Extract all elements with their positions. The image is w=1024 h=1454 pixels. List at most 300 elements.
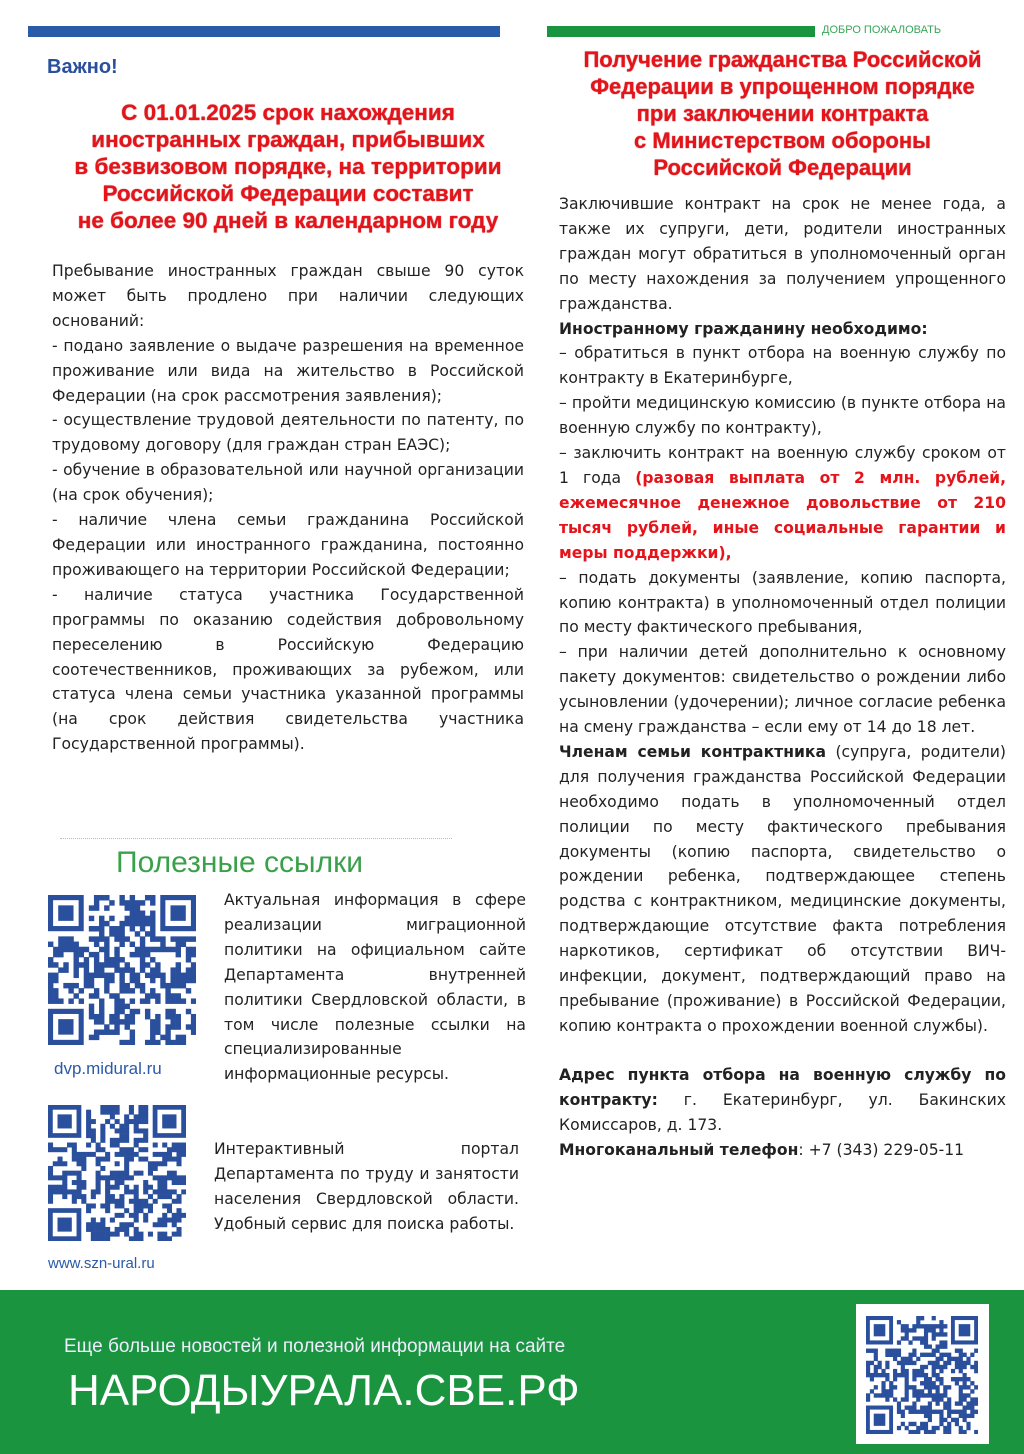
qr-module [186,973,191,978]
qr-module [81,1180,86,1185]
qr-module [109,916,114,921]
qr-module [134,1124,139,1129]
qr-module [145,1040,150,1045]
qr-module [143,1157,148,1162]
qr-module [928,1401,932,1405]
qr-code-szn[interactable] [48,1105,186,1241]
qr-module [176,1014,181,1019]
heading-line: в безвизовом порядке, на территории [74,154,502,179]
qr-module [963,1373,967,1377]
qr-module [96,1180,101,1185]
qr-module [920,1373,924,1377]
qr-module [119,978,124,983]
qr-module [99,916,104,921]
qr-module [170,947,175,952]
qr-module [916,1324,920,1328]
qr-module [63,936,68,941]
qr-module [115,1203,120,1208]
qr-module [125,1024,130,1029]
qr-module [167,1157,172,1162]
qr-module [145,947,150,952]
qr-module [86,1119,91,1124]
qr-module [176,1019,181,1024]
qr-module [115,1199,120,1204]
qr-module [100,1218,105,1223]
qr-module [115,1110,120,1115]
qr-module [924,1336,928,1340]
qr-module [181,983,186,988]
qr-module [138,1105,143,1110]
link-dvp[interactable]: dvp.midural.ru [54,1059,162,1078]
qr-module [955,1381,959,1385]
qr-module [176,1040,181,1045]
qr-module [68,936,73,941]
qr-module [77,1175,82,1180]
qr-module [135,911,140,916]
qr-module [893,1369,897,1373]
qr-module [105,1175,110,1180]
qr-module [119,1194,124,1199]
qr-module [155,1014,160,1019]
qr-module [920,1336,924,1340]
qr-module [138,1171,143,1176]
qr-module [893,1357,897,1361]
qr-module [135,947,140,952]
qr-module [119,1175,124,1180]
qr-module [943,1393,947,1397]
qr-module [110,1138,115,1143]
qr-module [124,1147,129,1152]
qr-module [916,1397,920,1401]
qr-module [893,1377,897,1381]
qr-module [966,1422,970,1426]
qr-module [172,1213,177,1218]
visa-free-heading [52,99,524,234]
qr-module [100,1157,105,1162]
qr-module [86,1124,91,1129]
qr-module [145,962,150,967]
qr-module [77,1189,82,1194]
qr-module [110,1124,115,1129]
qr-module [866,1393,870,1397]
qr-module [878,1393,882,1397]
qr-module [162,1232,167,1237]
link-szn[interactable]: www.szn-ural.ru [48,1255,155,1272]
qr-module [939,1414,943,1418]
qr-module [143,1218,148,1223]
qr-module [908,1410,912,1414]
qr-module [157,1175,162,1180]
qr-module [153,1222,158,1227]
qr-module [115,1227,120,1232]
qr-module [105,1199,110,1204]
qr-code-dvp[interactable] [48,895,196,1045]
qr-module [885,1397,889,1401]
qr-module [943,1401,947,1405]
qr-module [100,1222,105,1227]
qr-module [148,1194,153,1199]
qr-module [134,1236,139,1241]
heading-line: не более 90 дней в календарном году [77,208,499,233]
qr-module [878,1373,882,1377]
qr-module [908,1430,912,1434]
qr-module [148,1166,153,1171]
qr-module [150,947,155,952]
qr-module [134,1119,139,1124]
qr-module [115,1161,120,1166]
qr-module [905,1389,909,1393]
qr-module [162,1236,167,1241]
qr-module [72,1147,77,1152]
qr-module [145,973,150,978]
qr-module [89,1009,94,1014]
qr-module [897,1373,901,1377]
qr-module [176,942,181,947]
qr-module [170,1009,175,1014]
qr-module [119,1213,124,1218]
qr-module [172,1157,177,1162]
qr-module [889,1393,893,1397]
qr-module [172,1199,177,1204]
qr-module [943,1389,947,1393]
qr-module [157,1152,162,1157]
phone-paragraph [559,1138,1006,1163]
qr-module [63,962,68,967]
qr-module [959,1377,963,1381]
qr-module [924,1426,928,1430]
qr-module [130,1029,135,1034]
qr-module [959,1389,963,1393]
qr-module [86,1222,91,1227]
qr-module [947,1361,951,1365]
qr-module [109,973,114,978]
qr-module [905,1381,909,1385]
qr-module [125,962,130,967]
qr-module [920,1410,924,1414]
qr-module [119,983,124,988]
address-label: Адрес пункта отбора на военную службу по контракту: [559,1065,1006,1109]
qr-module [91,1138,96,1143]
qr-module [62,1180,67,1185]
qr-module [912,1377,916,1381]
qr-module [72,1157,77,1162]
qr-module [150,916,155,921]
paragraph: - наличие статуса участника Государственной программы по оказанию содействия добровольному переселению в Российскую Федерацию соотечественников, проживающих за рубежом, или статуса члена семьи участника указанной программы (на срок действия свидетельства участника Государственной программы). [52,585,524,754]
qr-module [939,1418,943,1422]
qr-module [936,1357,940,1361]
qr-module [897,1349,901,1353]
qr-module [105,1232,110,1237]
qr-module [105,1157,110,1162]
qr-module [86,1114,91,1119]
qr-module [162,1203,167,1208]
qr-module [119,1004,124,1009]
qr-module [963,1385,967,1389]
qr-module [905,1426,909,1430]
qr-module [160,942,165,947]
qr-module [176,1175,181,1180]
qr-module [86,1152,91,1157]
qr-module [96,1171,101,1176]
qr-module [140,962,145,967]
qr-module [119,926,124,931]
qr-module [924,1353,928,1357]
qr-module [89,1035,94,1040]
qr-module [947,1385,951,1389]
qr-module [959,1365,963,1369]
qr-module [947,1406,951,1410]
qr-module [134,1203,139,1208]
qr-module [874,1353,878,1357]
qr-module [881,1389,885,1393]
qr-module [186,947,191,952]
qr-module [947,1397,951,1401]
qr-module [150,936,155,941]
qr-module [94,957,99,962]
qr-module [157,1232,162,1237]
qr-module [84,983,89,988]
qr-module [963,1377,967,1381]
qr-module [53,998,58,1003]
qr-module [901,1357,905,1361]
qr-module [124,1166,129,1171]
qr-module [48,973,53,978]
qr-module [901,1414,905,1418]
qr-module [68,942,73,947]
qr-module [125,905,130,910]
qr-module [912,1336,916,1340]
qr-module [124,1175,129,1180]
qr-module [167,1236,172,1241]
qr-module [100,1105,105,1110]
qr-module [966,1361,970,1365]
qr-module [162,1218,167,1223]
qr-module [119,998,124,1003]
qr-module [96,1175,101,1180]
qr-module [77,1180,82,1185]
qr-module [129,1157,134,1162]
qr-module [172,1171,177,1176]
qr-module [889,1349,893,1353]
qr-module [135,931,140,936]
qr-module [105,1189,110,1194]
qr-module [81,1194,86,1199]
qr-module [96,1185,101,1190]
qr-module [119,1227,124,1232]
qr-module [939,1369,943,1373]
qr-module [109,962,114,967]
qr-module [140,942,145,947]
qr-module [172,1147,177,1152]
qr-module [138,1203,143,1208]
qr-module [162,1152,167,1157]
qr-module [94,1029,99,1034]
qr-module [150,911,155,916]
qr-module [62,1189,67,1194]
qr-module [162,1175,167,1180]
qr-module [963,1365,967,1369]
qr-module [134,1143,139,1148]
qr-module [86,1227,91,1232]
qr-module [963,1430,967,1434]
qr-module [100,1128,105,1133]
qr-module [905,1332,909,1336]
qr-module [936,1377,940,1381]
heading-line: Российской Федерации составит [102,181,474,206]
qr-module [939,1393,943,1397]
qr-module [74,967,79,972]
qr-module [943,1365,947,1369]
qr-module [928,1393,932,1397]
qr-module [134,1128,139,1133]
qr-module [966,1401,970,1405]
qr-module [86,1128,91,1133]
qr-module [72,1143,77,1148]
qr-module [912,1389,916,1393]
qr-module [135,921,140,926]
qr-module [138,1128,143,1133]
qr-module [928,1385,932,1389]
qr-module [94,900,99,905]
qr-module [58,952,63,957]
qr-module [115,1119,120,1124]
qr-finder [58,1218,72,1232]
qr-module [932,1426,936,1430]
qr-module [924,1365,928,1369]
qr-module [119,1203,124,1208]
qr-module [119,1199,124,1204]
qr-module [966,1377,970,1381]
qr-module [130,988,135,993]
qr-module [96,1143,101,1148]
qr-module [130,905,135,910]
qr-module [955,1418,959,1422]
qr-module [104,947,109,952]
qr-module [134,1218,139,1223]
qr-module [104,936,109,941]
qr-module [62,1185,67,1190]
requirement-item: – обратиться в пункт отбора на военную службу по контракту в Екатеринбурге, [559,344,1006,388]
qr-module [119,900,124,905]
qr-module [936,1349,940,1353]
qr-module [932,1336,936,1340]
qr-module [167,1194,172,1199]
qr-module [114,1019,119,1024]
qr-module [94,962,99,967]
left-column [47,56,524,757]
qr-module [140,916,145,921]
qr-module [91,1189,96,1194]
qr-module [167,1208,172,1213]
qr-module [150,1019,155,1024]
qr-module [99,1014,104,1019]
qr-module [176,1194,181,1199]
qr-module [110,1218,115,1223]
qr-module [119,1019,124,1024]
footer-site-link[interactable]: НАРОДЫУРАЛА.СВЕ.РФ [68,1366,580,1415]
qr-module [67,1171,72,1176]
qr-module [172,1143,177,1148]
qr-code-site[interactable] [866,1316,978,1434]
qr-module [959,1353,963,1357]
qr-module [974,1385,978,1389]
qr-finder [959,1324,971,1336]
qr-module [924,1340,928,1344]
qr-module [905,1328,909,1332]
payment-highlight: (разовая выплата от 2 млн. рублей, ежемесячное денежное довольствие от 210 тысяч рублей, иные социальные гарантии и меры поддержки), [559,468,1006,562]
qr-module [955,1357,959,1361]
qr-module [936,1365,940,1369]
qr-module [140,926,145,931]
qr-module [58,947,63,952]
qr-module [119,931,124,936]
qr-module [89,936,94,941]
qr-module [881,1393,885,1397]
qr-module [119,1147,124,1152]
qr-module [125,1019,130,1024]
qr-module [145,1014,150,1019]
qr-module [165,983,170,988]
qr-module [58,936,63,941]
qr-module [143,1114,148,1119]
qr-module [99,921,104,926]
qr-module [936,1397,940,1401]
qr-module [100,1203,105,1208]
qr-module [912,1430,916,1434]
qr-module [130,1040,135,1045]
paragraph: - обучение в образовательной или научной организации (на срок обучения); [52,461,524,505]
qr-module [72,1199,77,1204]
qr-module [939,1377,943,1381]
qr-module [115,1213,120,1218]
qr-module [81,1166,86,1171]
qr-module [912,1369,916,1373]
qr-module [905,1385,909,1389]
qr-module [170,967,175,972]
qr-module [153,1161,158,1166]
qr-module [91,1203,96,1208]
qr-module [94,1014,99,1019]
link-dvp-description: Актуальная информация в сфере реализации миграционной политики на официальном сайте Департамента внутренней политики Свердловской области, в том числе полезные ссылки на специализированные информационные ресурсы. [224,891,526,1084]
qr-module [176,947,181,952]
qr-module [150,988,155,993]
qr-module [96,1189,101,1194]
qr-module [924,1377,928,1381]
qr-module [86,1143,91,1148]
qr-module [94,936,99,941]
qr-module [172,1175,177,1180]
qr-module [924,1406,928,1410]
qr-module [951,1418,955,1422]
qr-module [53,1147,58,1152]
qr-module [186,978,191,983]
qr-module [114,931,119,936]
qr-module [191,947,196,952]
qr-module [186,957,191,962]
qr-module [901,1410,905,1414]
qr-module [48,962,53,967]
qr-module [974,1349,978,1353]
qr-module [943,1385,947,1389]
qr-module [939,1340,943,1344]
qr-module [150,1029,155,1034]
qr-module [920,1369,924,1373]
qr-module [72,1180,77,1185]
qr-finder [874,1414,886,1426]
qr-module [155,993,160,998]
qr-module [920,1316,924,1320]
qr-module [191,973,196,978]
